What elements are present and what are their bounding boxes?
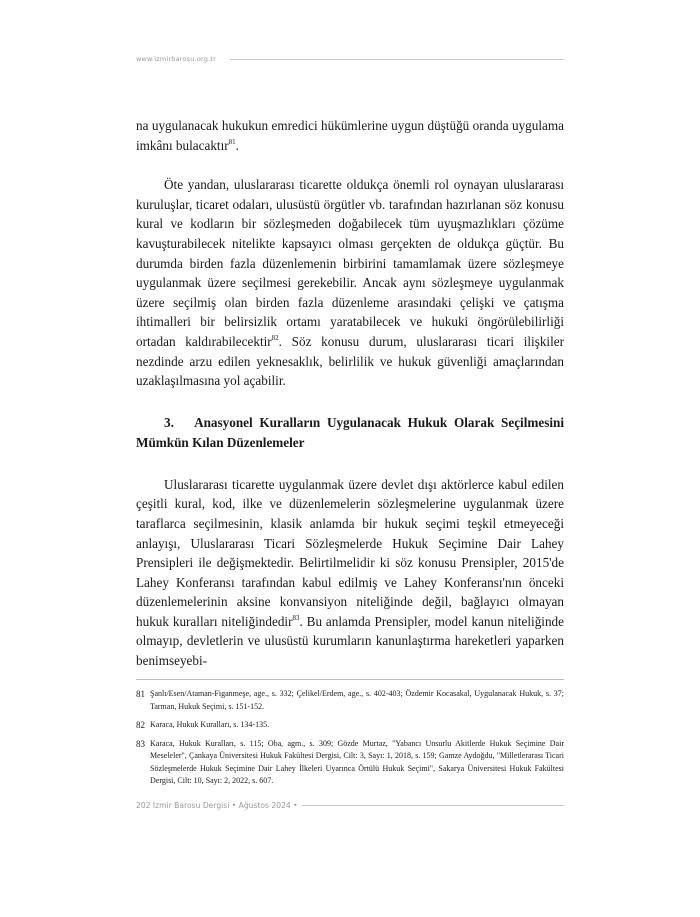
page-footer <box>136 801 564 810</box>
footnote-83 <box>136 738 564 788</box>
footnote-number: 81 <box>136 689 145 699</box>
footer-text: 202 İzmir Barosu Dergisi • Ağustos 2024 • <box>136 801 298 810</box>
paragraph-2-text-a: Öte yandan, uluslararası ticarette oldukça önemli rol oynayan uluslararası kuruluşlar, ticaret odaları, ulusüstü örgütler vb. tarafından hazırlanan söz konusu kural ve kodların bir sözleşmeden doğabilecek tüm uyuşmazlıkları çözüme kavuşturabilecek nitelikte kapsayıcı olması gerçekten de oldukça güçtür. Bu durumda birden fazla düzenlemenin birbirini tamamlamak üzere sözleşmeye uygulanmak üzere seçilmesi gerekebilir. Ancak aynı sözleşmeye uygulanmak üzere seçilmiş olan birden fazla düzenleme arasındaki çelişki ve çatışma ihtimalleri bir belirsizlik ortamı yaratabilecek ve hukuki öngörülebilirliği ortadan kaldırabilecektir <box>136 177 564 349</box>
footnote-ref-83[interactable]: 83 <box>292 613 300 622</box>
section-number: 3. <box>164 414 174 430</box>
section-heading <box>136 413 564 453</box>
paragraph-1 <box>136 116 564 155</box>
footnote-82 <box>136 719 564 732</box>
paragraph-3-text-b: . Bu anlamda Prensipler, model kanun niteliğinde olmayıp, devletlerin ve ulusüstü kurumların kanunlaştırma hareketleri yaparken benimseyebi- <box>136 613 564 669</box>
main-text <box>136 116 564 671</box>
header-url: www.izmirbarosu.org.tr <box>136 55 216 63</box>
paragraph-3 <box>136 475 564 671</box>
paragraph-2 <box>136 175 564 391</box>
paragraph-3-text-a: Uluslararası ticarette uygulanmak üzere devlet dışı aktörlerce kabul edilen çeşitli kural, kod, ilke ve düzenlemelerin sözleşmelerine uygulanmak üzere taraflarca seçilmesinin, klasik anlamda bir hukuk seçimi teşkil etmeyeceği anlayışı, Uluslararası Ticari Sözleşmelerde Hukuk Seçimine Dair Lahey Prensipleri ile değişmektedir. Belirtilmelidir ki söz konusu Prensipler, 2015'de Lahey Konferansı tarafından kabul edilmiş ve Lahey Konferansı'nın önceki düzenlemelerinin aksine konvansiyon niteliğinde değil, bağlayıcı olmayan hukuk kuralları niteliğindedir <box>136 476 564 629</box>
section-title: Anasyonel Kuralların Uygulanacak Hukuk Olarak Seçilmesini Mümkün Kılan Düzenlemeler <box>136 414 565 450</box>
footnotes <box>136 688 564 794</box>
footnote-number: 83 <box>136 738 145 749</box>
paragraph-1-text: na uygulanacak hukukun emredici hükümlerine uygun düştüğü oranda uygulama imkânı bulacaktır <box>136 118 564 153</box>
footnote-divider <box>136 679 564 680</box>
paragraph-1-end: . <box>235 137 239 153</box>
footnote-text: Şanlı/Esen/Ataman-Figanmeşe, age., s. 332; Çelikel/Erdem, age., s. 402-403; Özdemir Kocasakal, Uygulanacak Hukuk, s. 37; Tarman, Hukuk Seçimi, s. 151-152. <box>150 689 564 711</box>
header-divider <box>230 59 564 60</box>
footer-divider <box>302 805 564 806</box>
footnote-text: Karaca, Hukuk Kuralları, s. 115; Oba, agm., s. 309; Gözde Murtaz, "Yabancı Unsurlu Akitlerde Hukuk Seçimine Dair Meseleler", Çankaya Üniversitesi Hukuk Fakültesi Dergisi, Cilt: 3, Sayı: 1, 2018, s. 159; Gamze Aydoğdu, "Milletlerarası Ticari Sözleşmelerde Hukuk Seçimine Dair Lahey İlkeleri Uyarınca Örtülü Hukuk Seçimi", Sakarya Üniversitesi Hukuk Fakültesi Dergisi, Cilt: 10, Sayı: 2, 2022, s. 607. <box>150 738 564 785</box>
footnote-ref-81[interactable]: 81 <box>228 137 236 146</box>
paragraph-2-text-b: . Söz konusu durum, uluslararası ticari ilişkiler nezdinde arzu edilen yeknesaklık, belirlilik ve hukuk güvenliği amaçlarından uzaklaşılmasına yol açabilir. <box>136 333 565 389</box>
footnote-number: 82 <box>136 720 145 730</box>
footnote-ref-82[interactable]: 82 <box>271 333 279 342</box>
footnote-81 <box>136 688 564 713</box>
footnote-text: Karaca, Hukuk Kuralları, s. 134-135. <box>150 720 270 729</box>
